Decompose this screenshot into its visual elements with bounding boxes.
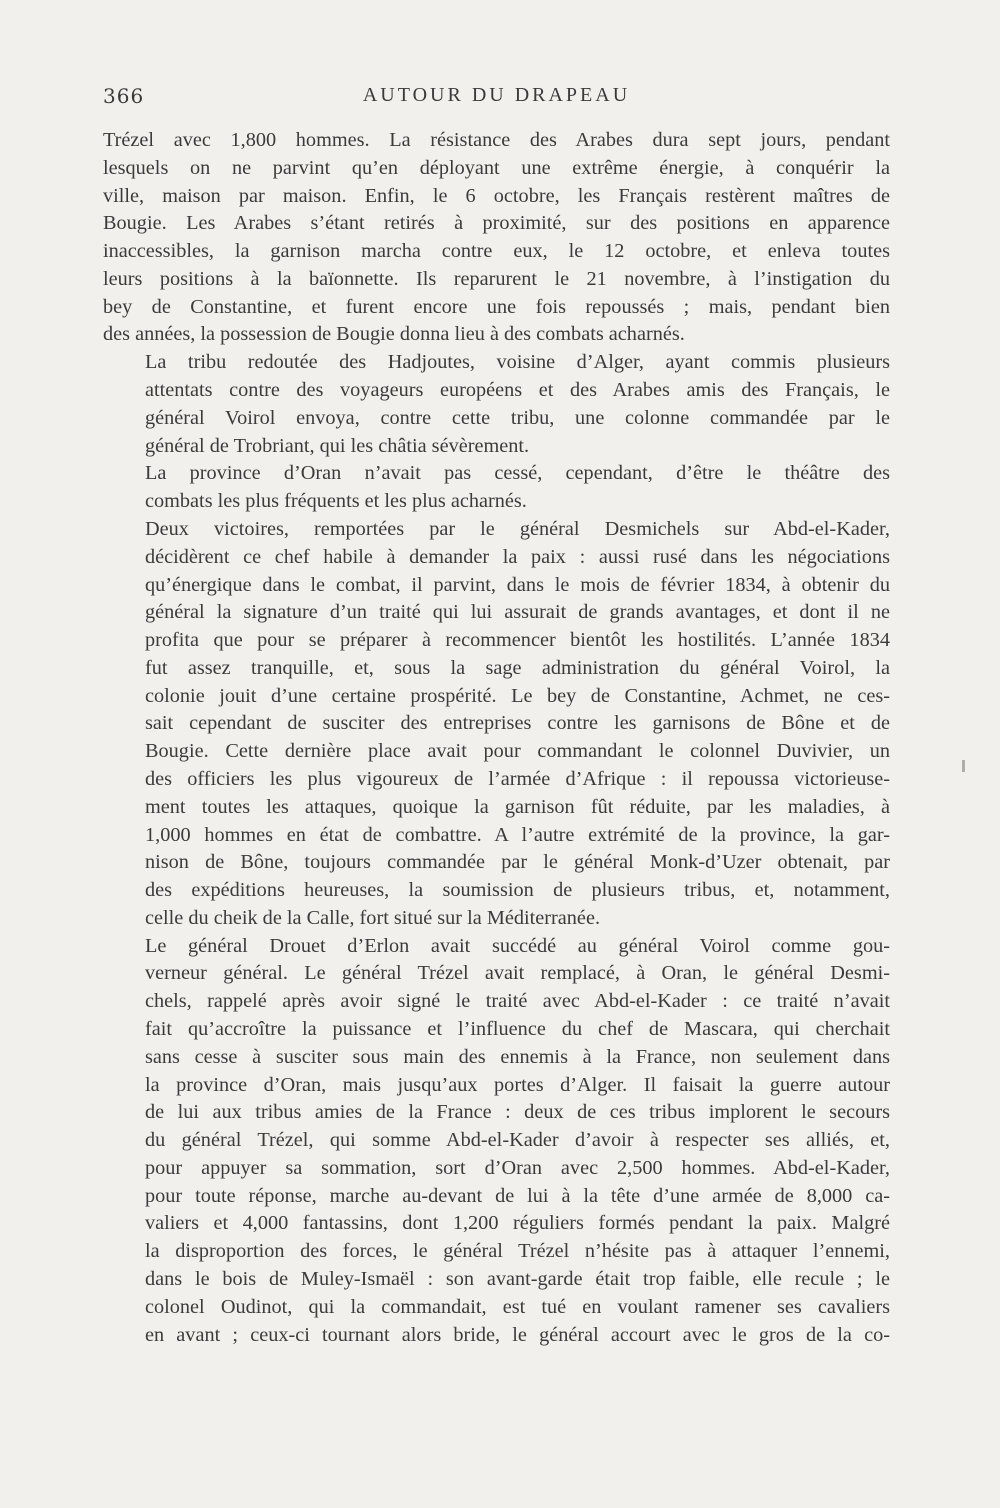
text-line: sait cependant de susciter des entreprises contre les garnisons de Bône et de — [145, 712, 890, 735]
text-line: pour toute réponse, marche au-devant de lui à la tête d’une armée de 8,000 ca- — [145, 1184, 890, 1207]
paragraph — [103, 933, 890, 1350]
text-line: Deux victoires, remportées par le général Desmichels sur Abd-el-Kader, — [145, 517, 890, 540]
text-line: ville, maison par maison. Enfin, le 6 octobre, les Français restèrent maîtres de — [103, 184, 890, 207]
text-line: valiers et 4,000 fantassins, dont 1,200 réguliers formés pendant la paix. Malgré — [145, 1212, 890, 1235]
text-line: dans le bois de Muley-Ismaël : son avant-garde était trop faible, elle recule ; le — [145, 1268, 890, 1291]
text-line: combats les plus fréquents et les plus acharnés. — [145, 490, 527, 513]
running-title: AUTOUR DU DRAPEAU — [362, 84, 631, 106]
text-line: général la signature d’un traité qui lui assurait de grands avantages, et dont il ne — [145, 601, 890, 624]
text-line: des années, la possession de Bougie donna lieu à des combats acharnés. — [103, 323, 685, 346]
text-line: profita que pour se préparer à recommencer bientôt les hostilités. L’année 1834 — [145, 629, 890, 652]
paragraph — [103, 460, 890, 516]
text-line: chels, rappelé après avoir signé le traité avec Abd-el-Kader : ce traité n’avait — [145, 990, 890, 1013]
text-line: lesquels on ne parvint qu’en déployant une extrême énergie, à conquérir la — [103, 156, 890, 179]
text-line: Le général Drouet d’Erlon avait succédé au général Voirol comme gou- — [145, 934, 890, 957]
text-line: la disproportion des forces, le général Trézel n’hésite pas à attaquer l’ennemi, — [145, 1240, 890, 1263]
text-line: du général Trézel, qui somme Abd-el-Kader d’avoir à respecter ses alliés, et, — [145, 1129, 890, 1152]
text-line: Bougie. Les Arabes s’étant retirés à proximité, sur des positions en apparence — [103, 212, 890, 235]
paragraph — [103, 349, 890, 460]
text-line: La tribu redoutée des Hadjoutes, voisine d’Alger, ayant commis plusieurs — [145, 351, 890, 374]
text-line: pour appuyer sa sommation, sort d’Oran avec 2,500 hommes. Abd-el-Kader, — [145, 1156, 890, 1179]
page-header — [103, 84, 890, 114]
text-line: ment toutes les attaques, quoique la garnison fût réduite, par les maladies, à — [145, 795, 890, 818]
text-line: 1,000 hommes en état de combattre. A l’autre extrémité de la province, la gar- — [145, 823, 890, 846]
text-line: attentats contre des voyageurs européens et des Arabes amis des Français, le — [145, 379, 890, 402]
text-line: général Voirol envoya, contre cette tribu, une colonne commandée par le — [145, 406, 890, 429]
text-line: colonel Oudinot, qui la commandait, est tué en voulant ramener ses cavaliers — [145, 1295, 890, 1318]
text-line: bey de Constantine, et furent encore une fois repoussés ; mais, pendant bien — [103, 295, 890, 318]
text-line: La province d’Oran n’avait pas cessé, cependant, d’être le théâtre des — [145, 462, 890, 485]
text-line: des expéditions heureuses, la soumission de plusieurs tribus, et, notamment, — [145, 879, 890, 902]
text-line: des officiers les plus vigoureux de l’armée d’Afrique : il repoussa victorieuse- — [145, 767, 890, 790]
text-line: décidèrent ce chef habile à demander la paix : aussi rusé dans les négociations — [145, 545, 890, 568]
text-line: inaccessibles, la garnison marcha contre eux, le 12 octobre, et enleva toutes — [103, 240, 890, 263]
text-line: sans cesse à susciter sous main des ennemis à la France, non seulement dans — [145, 1045, 890, 1068]
text-line: général de Trobriant, qui les châtia sévèrement. — [145, 434, 530, 457]
text-line: colonie jouit d’une certaine prospérité. Le bey de Constantine, Achmet, ne ces- — [145, 684, 890, 707]
text-line: en avant ; ceux-ci tournant alors bride, le général accourt avec le gros de la co- — [145, 1323, 890, 1346]
text-line: qu’énergique dans le combat, il parvint, dans le mois de février 1834, à obtenir du — [145, 573, 890, 596]
text-line: fait qu’accroître la puissance et l’influence du chef de Mascara, qui cherchait — [145, 1018, 890, 1040]
text-line: leurs positions à la baïonnette. Ils reparurent le 21 novembre, à l’instigation du — [103, 267, 890, 290]
text-line: de lui aux tribus amies de la France : deux de ces tribus implorent le secours — [145, 1101, 890, 1124]
paragraph — [103, 516, 890, 933]
text-line: la province d’Oran, mais jusqu’aux portes d’Alger. Il faisait la guerre autour — [145, 1073, 890, 1096]
margin-mark — [962, 760, 965, 772]
text-line: Bougie. Cette dernière place avait pour commandant le colonnel Duvivier, un — [145, 740, 890, 763]
text-line: celle du cheik de la Calle, fort situé sur la Méditerranée. — [145, 906, 601, 929]
text-line: fut assez tranquille, et, sous la sage administration du général Voirol, la — [145, 656, 890, 679]
page-number: 366 — [103, 84, 145, 108]
body-text — [103, 127, 890, 1349]
text-line: verneur général. Le général Trézel avait remplacé, à Oran, le général Desmi- — [145, 962, 890, 985]
paragraph — [103, 127, 890, 349]
text-line: Trézel avec 1,800 hommes. La résistance des Arabes dura sept jours, pendant — [103, 129, 890, 151]
text-line: nison de Bône, toujours commandée par le général Monk-d’Uzer obtenait, par — [145, 851, 890, 874]
